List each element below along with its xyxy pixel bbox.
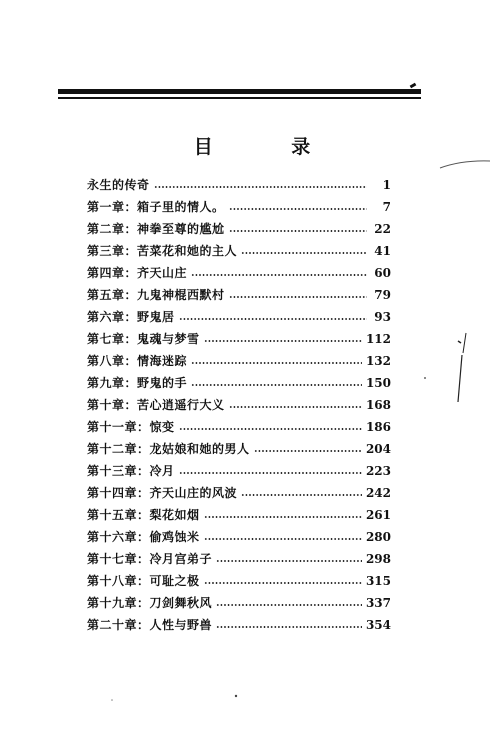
entry-title: 第十七章：冷月宫弟子 [87,552,213,566]
page-number: 186 [365,420,391,434]
page-number: 1 [382,178,391,192]
page-number: 337 [365,596,391,610]
entry-title: 第五章：九鬼神棍西默村 [87,288,225,302]
scan-artifact-stroke [458,341,461,343]
entry-title: 第十四章：齐天山庄的风波 [87,486,238,500]
scan-artifact-dot [111,699,113,701]
page-number: 298 [365,552,391,566]
entry-title: 第十八章：可耻之极 [87,574,200,588]
entry-title: 第九章：野鬼的手 [87,376,188,390]
scan-artifact-dot [235,695,237,697]
scan-artifact-stroke [463,333,466,353]
scan-artifact-stroke [458,355,462,402]
page-number: 242 [365,486,391,500]
page-number: 150 [365,376,391,390]
scan-artifact-curve [440,161,490,168]
entry-title: 第十三章：冷月 [87,464,175,478]
entry-title: 第四章：齐天山庄 [87,266,188,280]
entry-title: 第二章：神拳至尊的尴尬 [87,222,225,236]
page-number: 280 [365,530,391,544]
page-number: 132 [365,354,391,368]
entry-title: 永生的传奇 [87,178,150,192]
entry-title: 第二十章：人性与野兽 [87,618,213,632]
entry-title: 第三章：苦菜花和她的主人 [87,244,238,258]
entry-title: 第八章：情海迷踪 [87,354,188,368]
entry-title: 第十五章：梨花如烟 [87,508,200,522]
page-number: 261 [365,508,391,522]
page-number: 112 [365,332,391,346]
page-number: 204 [365,442,391,456]
entry-title: 第十九章：刀剑舞秋风 [87,596,213,610]
page-number: 60 [374,266,391,280]
page-number: 22 [374,222,391,236]
entry-title: 第十六章：偷鸡蚀米 [87,530,200,544]
entry-title: 第一章：箱子里的情人。 [87,200,225,214]
page-number: 79 [374,288,391,302]
page-number: 93 [374,310,391,324]
entry-title: 第十章：苦心逍遥行大义 [87,398,225,412]
entry-title: 第十一章：惊变 [87,420,175,434]
page-number: 354 [365,618,391,632]
entry-title: 第七章：鬼魂与梦雪 [87,332,200,346]
entry-title: 第十二章：龙姑娘和她的男人 [87,442,250,456]
page-number: 41 [374,244,391,258]
page-number: 7 [382,200,391,214]
page-number: 315 [365,574,391,588]
page-number: 168 [365,398,391,412]
scan-artifact-dot [424,377,426,379]
page-number: 223 [365,464,391,478]
entry-title: 第六章：野鬼居 [87,310,175,324]
toc-heading: 目 录 [193,136,347,158]
